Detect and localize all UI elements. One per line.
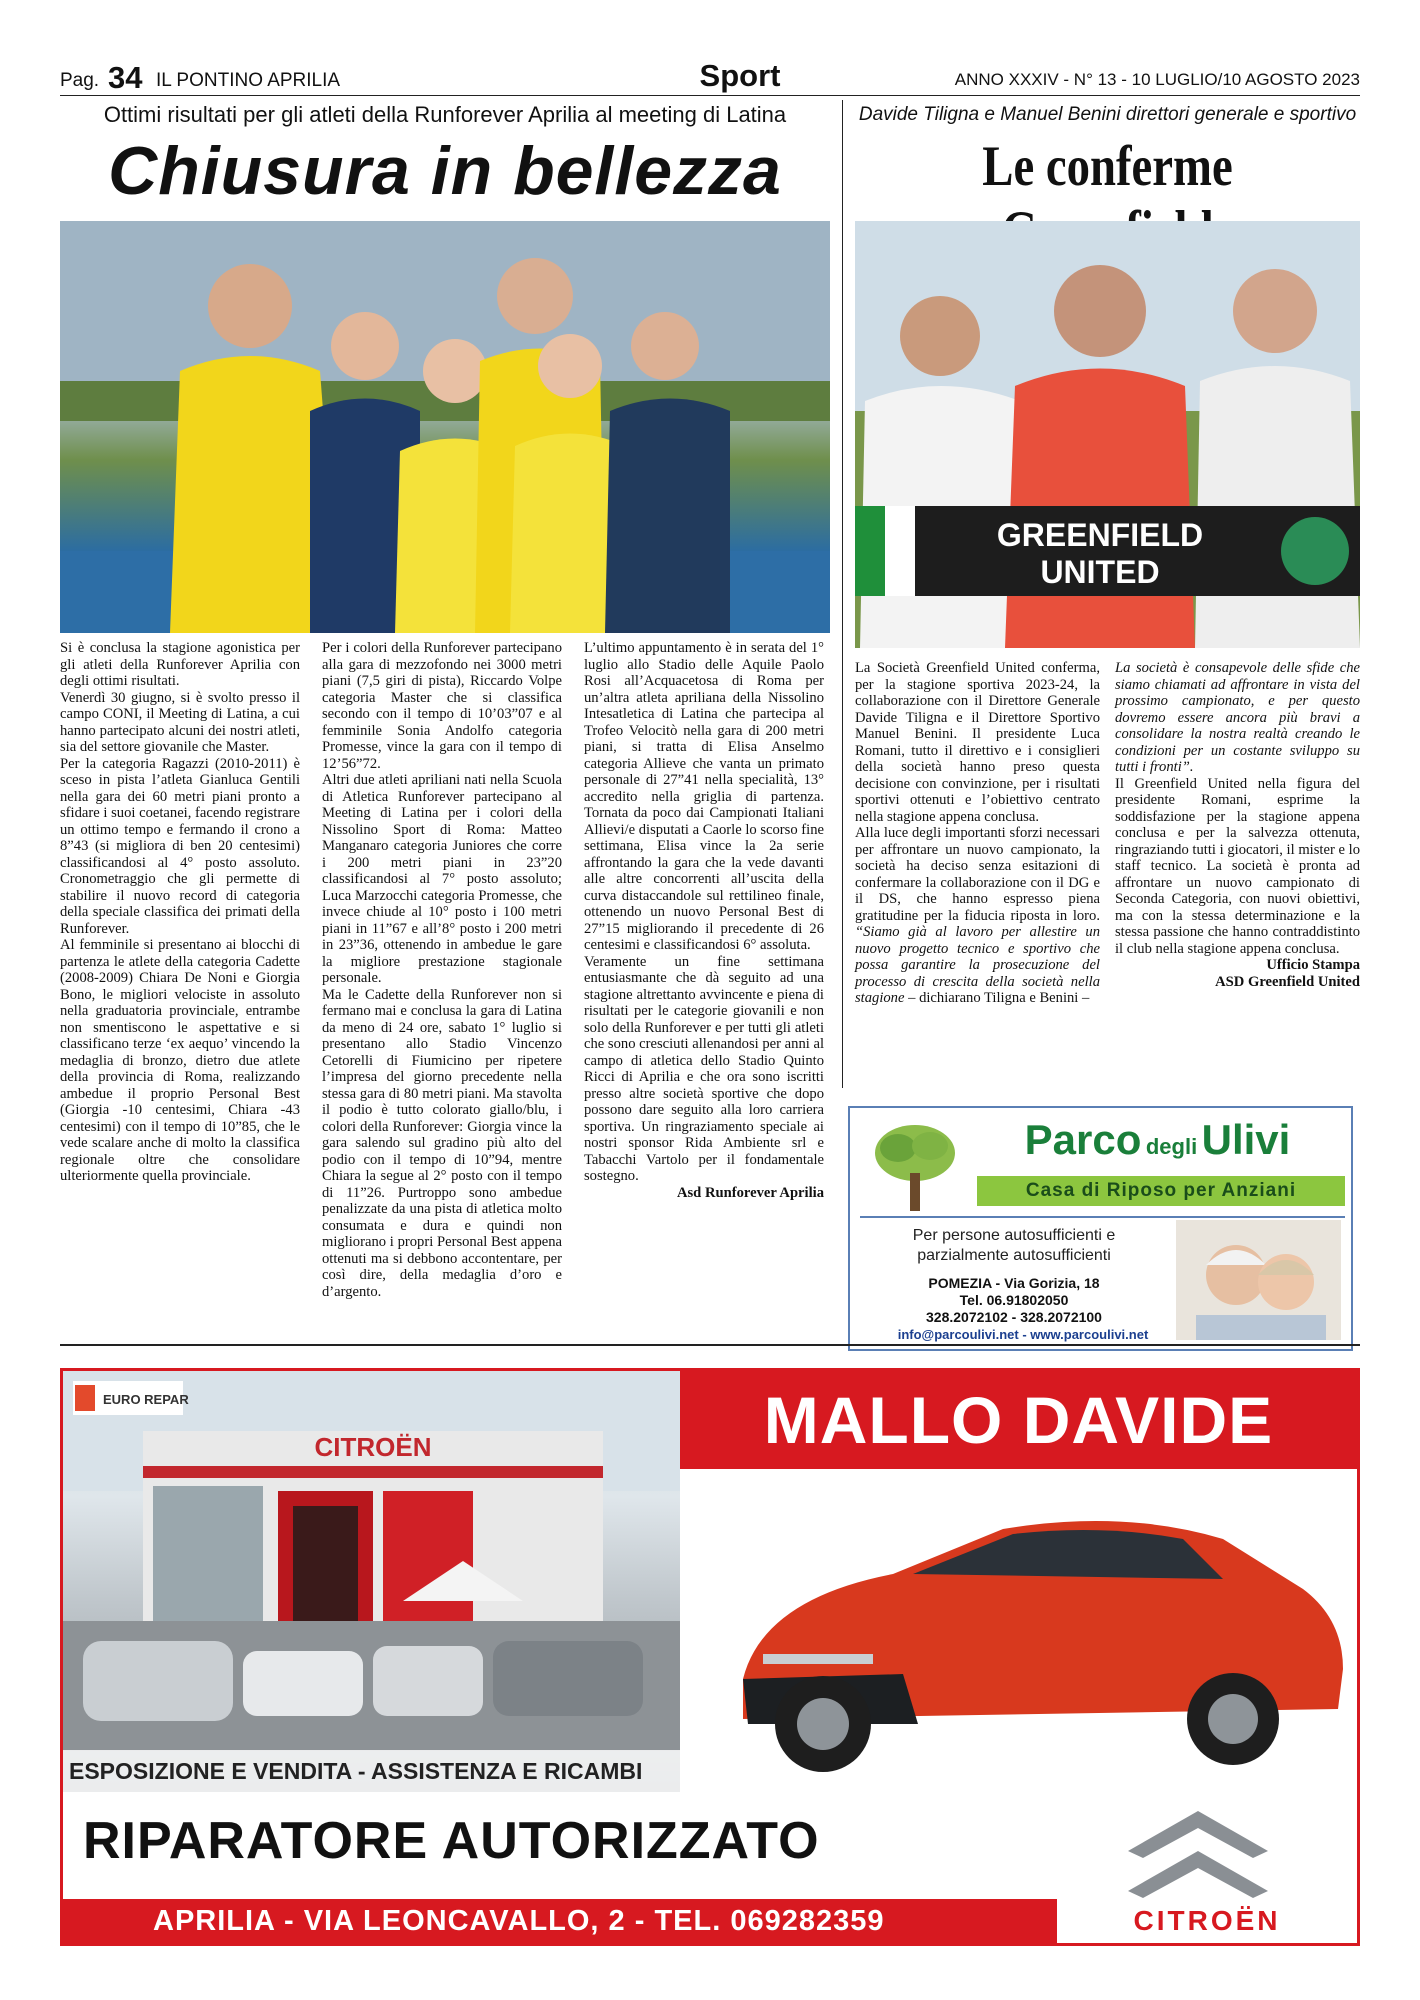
article2-column-1 [855, 660, 1100, 1007]
article2-paragraph [855, 825, 1100, 1007]
citroen-chevrons-logo [1073, 1796, 1323, 1906]
dealership-photo [63, 1371, 680, 1792]
issue-info: ANNO XXXIV - N° 13 - 10 LUGLIO/10 AGOSTO 2023 [954, 70, 1360, 89]
article2-text: Alla luce degli importanti sforzi necessari per affrontare un nuovo campionato, la società ha deciso senza esitazioni di confermare la collaborazione con il DG e il DS, che hanno espresso piena gratitudine per la fiducia riposta in loro. [855, 825, 1100, 924]
page-label: Pag. [60, 70, 100, 91]
article1-paragraph: Si è conclusa la stagione agonistica per gli atleti della Runforever Aprilia con degli ottimi risultati. [60, 640, 300, 689]
article2-quote: La società è consapevole delle sfide che siamo chiamati ad affrontare in vista del prossimo campionato, e per questo dovremo essere ancora più bravi a consolidare la nostra realtà creando le condizioni per un costante sviluppo su tutti i fronti”. [1115, 660, 1360, 775]
parco-name-small: degli [1145, 1134, 1198, 1159]
parco-desc-line: parzialmente autosufficienti [917, 1247, 1111, 1264]
page-number: 34 [108, 60, 143, 95]
dealership-building-image [63, 1371, 680, 1792]
parco-contact[interactable]: info@parcoulivi.net - www.parcoulivi.net [897, 1327, 1149, 1342]
elderly-couple-photo [1176, 1220, 1341, 1340]
parco-mobile: 328.2072102 - 328.2072100 [926, 1309, 1102, 1325]
article1-headline: Chiusura in bellezza [108, 133, 782, 209]
article1-paragraph: Per i colori della Runforever partecipano alla gara di mezzofondo nei 3000 metri piani (7,5 giri di pista), Riccardo Volpe categoria Master che si classifica secondo con il tempo di 10’03”07 e al femminile Sonia Andolfo categoria Promesse, vince la gara con il tempo di 12’56”72. [322, 640, 562, 772]
article2-paragraph: La Società Greenfield United conferma, per la stagione sportiva 2023-24, la collaborazione con il Direttore Generale Davide Tiligna e il Direttore Sportivo Manuel Benini. Il presidente Luca Romani, tutto il direttivo e i consiglieri della società hanno preso questa decisione con convinzione, per i risultati sportivi ottenuti e l’obiettivo centrato nella stagione appena conclusa. [855, 660, 1100, 825]
article2-signature-office: Ufficio Stampa [1266, 957, 1360, 973]
article2-signature-club: ASD Greenfield United [1215, 973, 1360, 990]
article1-paragraph: Ma le Cadette della Runforever non si fermano mai e conclusa la gara di Latina da meno di 24 ore, sabato 1° luglio si presentano allo Stadio Vincenzo Cetorelli di Fiumicino per ripetere l’impresa del giorno precedente nella stessa gara di 80 metri piani. Ma stavolta il podio è tutto colorato giallo/blu, i colori della Runforever: Giorgia vince la gara salendo sul gradino più alto del podio con il tempo di 10”94, mentre Chiara la segue al 2° posto con il tempo di 11”26. Purtroppo sono ambedue penalizzate da una pista di atletica molto consumata e dura e quindi non migliorano i propri Personal Best appena ottenuti ma si debbono accontentare, per così dire, della medaglia d’oro e d’argento. [322, 986, 562, 1300]
ad-divider [60, 1344, 1360, 1346]
dealer-name: MALLO DAVIDE [680, 1371, 1357, 1469]
parco-name-end: Ulivi [1201, 1116, 1291, 1163]
article1-paragraph: Per la categoria Ragazzi (2010-2011) è sceso in pista l’atleta Gianluca Gentili nella gara dei 60 metri piani pronto a sfidare i suoi coetanei, facendo registrare un ottimo tempo e fermando il crono a 8”43 (si migliora di ben 20 centesimi) classificandosi al 4° posto assoluto. Cronometraggio che gli permette di stabilire il nuovo record di categoria della speciale classifica dei primati della Runforever. [60, 755, 300, 937]
article2-paragraph [1115, 660, 1360, 776]
red-car-image [703, 1479, 1353, 1779]
article2-quote: “Siamo già al lavoro per allestire un nuovo progetto tecnico e sportivo che possa garantire la prosecuzione del processo di crescita della società nella stagione [855, 924, 1100, 1006]
article1-kicker: Ottimi risultati per gli atleti della Runforever Aprilia al meeting di Latina [103, 102, 787, 127]
euro-repar-sign: EURO REPAR [103, 1392, 189, 1407]
dealership-sign: CITROËN [314, 1432, 432, 1462]
parco-description [864, 1226, 1164, 1266]
section-title: Sport [699, 58, 781, 93]
publication-name: IL PONTINO APRILIA [156, 70, 341, 91]
directors-scarf-photo [855, 221, 1360, 648]
article1-paragraph: Veramente un fine settimana entusiasmante che dà seguito ad una stagione altrettanto avvincente e piena di risultati per le categorie giovanili e non solo della Runforever e per tutti gli atleti che sono cresciuti allenandosi per anni al campo di atletica dello Stadio Quinto Ricci di Aprilia e che ora sono iscritti presso altre società sportive che dopo possono dare seguito alla loro carriera sportiva. Un ringraziamento speciale ai nostri sponsor Rida Ambiente srl e Tabacchi Vartolo per il fondamentale sostegno. [584, 953, 824, 1184]
column-divider [842, 100, 843, 1088]
athletes-group-photo [60, 221, 830, 633]
mallo-davide-ad [60, 1368, 1360, 1946]
parco-address: POMEZIA - Via Gorizia, 18 [928, 1275, 1100, 1291]
article2-photo [855, 221, 1360, 648]
dealer-address: APRILIA - VIA LEONCAVALLO, 2 - TEL. 069282359 [153, 1905, 885, 1937]
article1-column-2 [322, 640, 562, 1300]
shop-caption: ESPOSIZIONE E VENDITA - ASSISTENZA E RICAMBI [63, 1750, 680, 1792]
parco-tel: Tel. 06.91802050 [959, 1292, 1069, 1308]
article2-text: – dichiarano Tiligna e Benini – [904, 990, 1090, 1006]
address-bar [63, 1899, 1357, 1943]
page-header [60, 58, 1360, 96]
article2-column-2 [1115, 660, 1360, 990]
article2-kicker: Davide Tiligna e Manuel Benini direttori generale e sportivo [858, 104, 1357, 125]
parco-brand-name [970, 1116, 1345, 1164]
parco-address-block [864, 1275, 1164, 1326]
scarf-text-line1: GREENFIELD [996, 517, 1204, 553]
article1-column-3 [584, 640, 824, 1201]
parco-degli-ulivi-ad [848, 1106, 1353, 1351]
parco-desc-line: Per persone autosufficienti e [912, 1227, 1116, 1244]
olive-tree-icon [868, 1118, 963, 1218]
parco-subtitle: Casa di Riposo per Anziani [977, 1176, 1345, 1206]
article2-headline: Le conferme [982, 135, 1233, 198]
article1-paragraph: L’ultimo appuntamento è in serata del 1° luglio allo Stadio delle Aquile Paolo Rosi all’Acquacetosa di Roma per un’altra atleta apriliana della Nissolino Intesatletica di Latina che partecipa al Trofeo Velocitò nella gara di 200 metri piani, si tratta di Elisa Anselmo categoria Allieve che vanta un primato personale di 27”41 nella specialità, 13° accredito nella griglia di partenza. Tornata da poco dai Campionati Italiani Allievi/e disputati a Caorle lo scorso fine settimana, Elisa vince la 2a serie affrontando la gara che la vede davanti alle altre concorrenti all’uscita della curva distaccandole sul rettilineo finale, ottenendo un nuovo Personal Best di 27”15 migliorando il precedente di 26 centesimi e classificandosi 6° assoluta. [584, 640, 824, 953]
scarf-text-line2: UNITED [1040, 554, 1160, 590]
authorized-repairer-tagline: RIPARATORE AUTORIZZATO [83, 1812, 820, 1870]
article1-column-1 [60, 640, 300, 1185]
citroen-brand-name: CITROËN [1057, 1899, 1357, 1943]
article1-team-photo [60, 221, 830, 633]
parco-divider [860, 1216, 1345, 1218]
article2-paragraph: Il Greenfield United nella figura del presidente Romani, esprime la soddisfazione per la stagione appena conclusa e per la salvezza ottenuta, ringraziando tutti i giocatori, il mister e lo staff tecnico. La società è pronta ad affrontare un nuovo campionato di Seconda Categoria, con nuovi obiettivi, ma con la stessa determinazione e la stessa passione che hanno contraddistinto il club nella stagione appena conclusa. [1115, 775, 1360, 957]
article1-paragraph: Altri due atleti apriliani nati nella Scuola di Atletica Runforever partecipano al Meeting di Latina per i colori della Nissolino Sport di Roma: Matteo Manganaro categoria Juniores che corre i 200 metri piani in 23”20 classificandosi al 7° posto assoluto; Luca Marzocchi categoria Promesse, che invece chiude al 10° posto i 100 metri piani in 11”67 e all’8° posto i 200 metri in 23”36, ottenendo in ambedue le gare la migliore prestazione stagionale personale. [322, 772, 562, 986]
article1-signature: Asd Runforever Aprilia [676, 1184, 824, 1201]
article1-paragraph: Al femminile si presentano ai blocchi di partenza le atlete della categoria Cadette (2008-2009) Chiara De Noni e Giorgia Bono, le migliori velociste in assoluto nella graduatoria provinciale, entrambe non smentiscono le aspettative e si classificano terze ‘ex aequo’ vincendo la medaglia di bronzo, dietro due atlete della provincia di Roma, realizzando ambedue il proprio Personal Best (Giorgia -10 centesimi, Chiara -43 centesimi) con il tempo di 10”85, che le vede scalare anche di molto la classifica regionale oltre che consolidare ulteriormente quella provinciale. [60, 937, 300, 1184]
parco-name-main: Parco [1024, 1116, 1142, 1163]
article1-paragraph: Venerdì 30 giugno, si è svolto presso il campo CONI, il Meeting di Latina, a cui hanno partecipato alcuni dei nostri atleti, sia del settore giovanile che Master. [60, 689, 300, 755]
